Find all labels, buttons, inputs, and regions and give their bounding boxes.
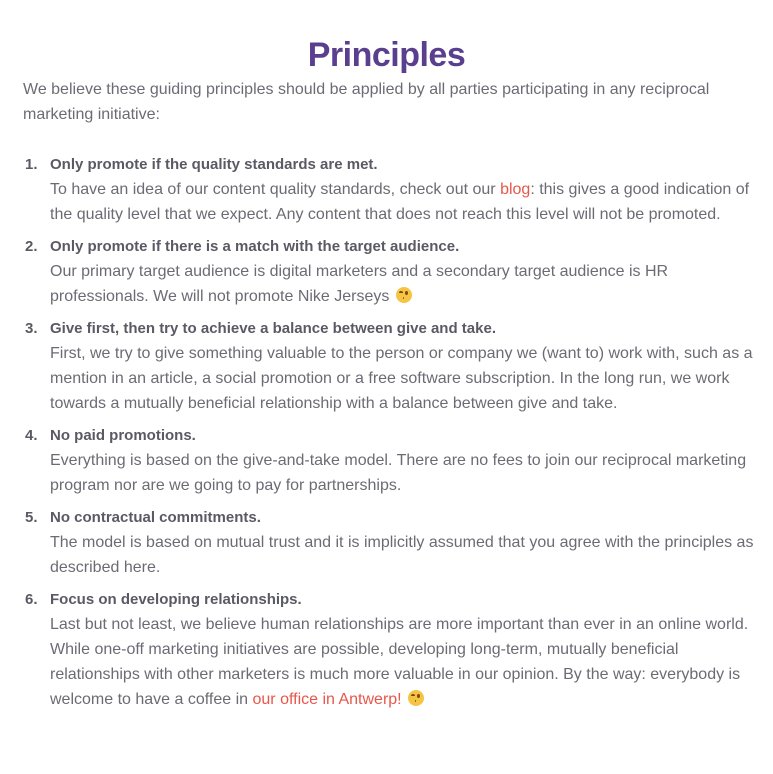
item-title: No paid promotions. xyxy=(50,427,196,444)
item-title: No contractual commitments. xyxy=(50,509,261,526)
list-item xyxy=(0,234,773,309)
item-number: 1. xyxy=(25,156,38,173)
item-title: Give first, then try to achieve a balance between give and take. xyxy=(50,320,496,337)
list-item xyxy=(0,505,773,580)
item-body xyxy=(50,259,755,309)
item-body-text: To have an idea of our content quality standards, check out our xyxy=(50,181,501,198)
item-number: 4. xyxy=(25,427,38,444)
item-body-text: Last but not least, we believe human relationships are more important than ever in an online world. While one-off marketing initiatives are possible, developing long-term, mutually beneficial relationships with other marketers is much more valuable in our opinion. By the way: everybody is welcome to have a coffee in xyxy=(50,616,749,708)
blog-link[interactable]: blog xyxy=(500,181,531,198)
item-title: Only promote if the quality standards are met. xyxy=(50,156,378,173)
principles-list xyxy=(0,152,773,719)
item-body xyxy=(50,177,755,227)
item-body xyxy=(50,612,755,712)
intro-paragraph: We believe these guiding principles should be applied by all parties participating in any reciprocal marketing initiative: xyxy=(23,81,710,123)
item-body-text: : this gives a good indication of the quality level that we expect. Any content that does not reach this level will not be promoted. xyxy=(50,181,750,223)
winking-face-icon xyxy=(408,690,424,706)
item-title: Only promote if there is a match with the target audience. xyxy=(50,238,460,255)
item-body-text: Our primary target audience is digital marketers and a secondary target audience is HR professionals. We will not promote Nike Jerseys xyxy=(50,263,669,305)
item-body: Everything is based on the give-and-take model. There are no fees to join our reciprocal marketing program nor are we going to pay for partnerships. xyxy=(50,452,747,494)
list-item xyxy=(0,152,773,227)
office-antwerp-link[interactable]: our office in Antwerp! xyxy=(252,691,402,708)
item-number: 5. xyxy=(25,509,38,526)
list-item xyxy=(0,587,773,712)
list-item xyxy=(0,423,773,498)
page-title: Principles xyxy=(307,35,466,74)
item-body: The model is based on mutual trust and it is implicitly assumed that you agree with the principles as described here. xyxy=(50,534,754,576)
item-number: 3. xyxy=(25,320,38,337)
item-number: 6. xyxy=(25,591,38,608)
item-body: First, we try to give something valuable to the person or company we (want to) work with, such as a mention in an article, a social promotion or a free software subscription. In the long run, we work towards a mutually beneficial relationship with a balance between give and take. xyxy=(50,345,753,412)
item-number: 2. xyxy=(25,238,38,255)
winking-face-icon xyxy=(396,287,412,303)
item-title: Focus on developing relationships. xyxy=(50,591,302,608)
list-item xyxy=(0,316,773,416)
